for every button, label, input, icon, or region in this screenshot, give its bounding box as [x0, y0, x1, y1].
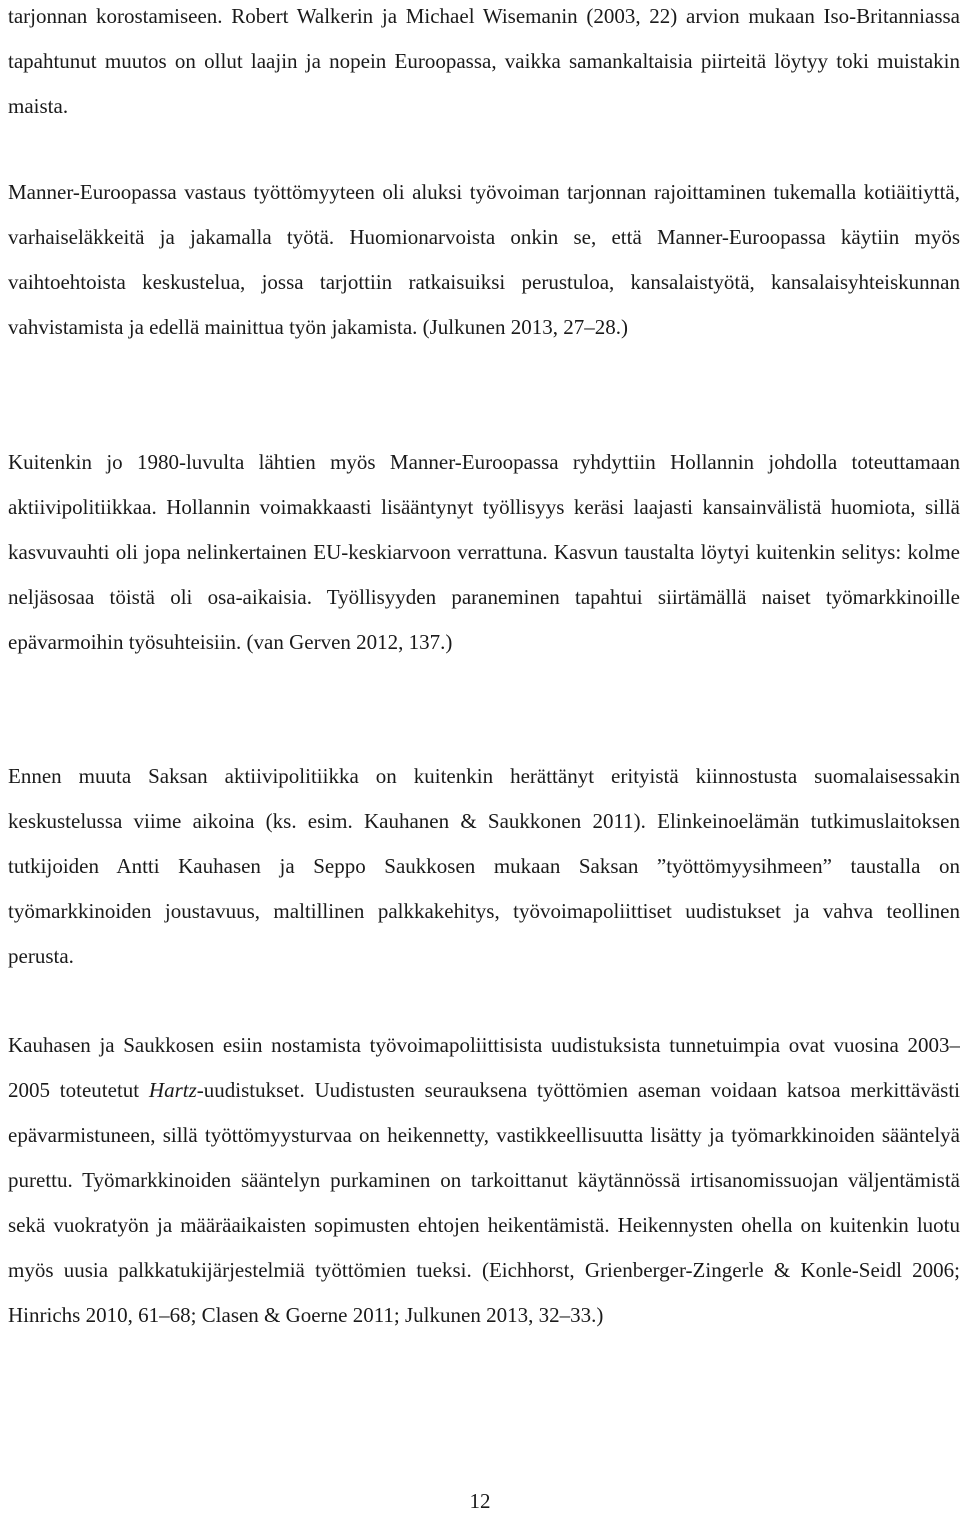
paragraph-1: tarjonnan korostamiseen. Robert Walkerin ja Michael Wisemanin (2003, 22) arvion mukaan Iso-Britanniassa tapahtunut muutos on ollut laajin ja nopein Euroopassa, vaikka samankaltaisia piirteitä löytyy toki muistakin maista.	[8, 4, 960, 118]
paragraph-5	[8, 1023, 960, 1338]
paragraph-5-italic-term: Hartz	[148, 1078, 197, 1102]
paragraph-4: Ennen muuta Saksan aktiivipolitiikka on kuitenkin herättänyt erityistä kiinnostusta suomalaisessakin keskustelussa viime aikoina (ks. esim. Kauhanen & Saukkonen 2011). Elinkeinoelämän tutkimuslaitoksen tutkijoiden Antti Kauhasen ja Seppo Saukkosen mukaan Saksan ”työttömyysihmeen” taustalla on työmarkkinoiden joustavuus, maltillinen palkkakehitys, työvoimapoliittiset uudistukset ja vahva teollinen perusta.	[8, 764, 960, 968]
page-number: 12	[469, 1489, 491, 1513]
paragraph-2: Manner-Euroopassa vastaus työttömyyteen oli aluksi työvoiman tarjonnan rajoittaminen tukemalla kotiäitiyttä, varhaiseläkkeitä ja jakamalla työtä. Huomionarvoista onkin se, että Manner-Euroopassa käytiin myös vaihtoehtoista keskustelua, jossa tarjottiin ratkaisuiksi perustuloa, kansalaistyötä, kansalaisyhteiskunnan vahvistamista ja edellä mainittua työn jakamista. (Julkunen 2013, 27–28.)	[8, 180, 960, 339]
paragraph-5-text-end: -uudistukset. Uudistusten seurauksena työttömien aseman voidaan katsoa merkittävästi epävarmistuneen, sillä työttömyysturvaa on heikennetty, vastikkeellisuutta lisätty ja työmarkkinoiden sääntelyä purettu. Työmarkkinoiden sääntelyn purkaminen on tarkoittanut käytännössä irtisanomissuojan väljentämistä sekä vuokratyön ja määräaikaisten sopimusten ehtojen heikentämistä. Heikennysten ohella on kuitenkin luotu myös uusia palkkatukijärjestelmiä työttömien tueksi. (Eichhorst, Grienberger-Zingerle & Konle-Seidl 2006; Hinrichs 2010, 61–68; Clasen & Goerne 2011; Julkunen 2013, 32–33.)	[8, 1078, 960, 1327]
paragraph-3: Kuitenkin jo 1980-luvulta lähtien myös Manner-Euroopassa ryhdyttiin Hollannin johdolla toteuttamaan aktiivipolitiikkaa. Hollannin voimakkaasti lisääntynyt työllisyys keräsi laajasti kansainvälistä huomiota, sillä kasvuvauhti oli jopa nelinkertainen EU-keskiarvoon verrattuna. Kasvun taustalta löytyi kuitenkin selitys: kolme neljäsosaa töistä oli osa-aikaisia. Työllisyyden paraneminen tapahtui siirtämällä naiset työmarkkinoille epävarmoihin työsuhteisiin. (van Gerven 2012, 137.)	[8, 450, 960, 654]
paragraph-5-text-start: Kauhasen ja Saukkosen esiin nostamista työvoimapoliittisista uudistuksista tunnetuimpia ovat vuosina 2003–2005 toteutetut	[8, 1033, 960, 1102]
